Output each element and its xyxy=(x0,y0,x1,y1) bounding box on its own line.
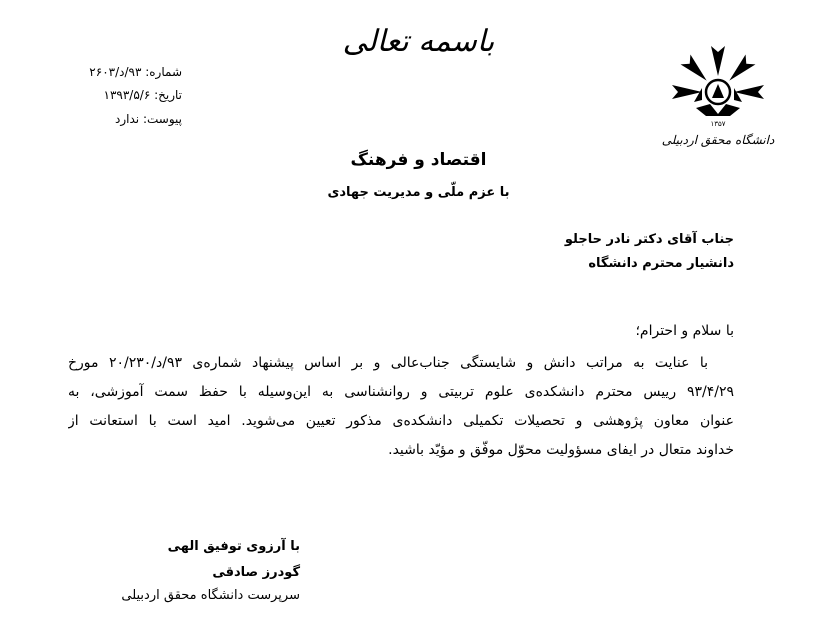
letter-date: تاریخ: ۱۳۹۳/۵/۶ xyxy=(103,88,182,102)
invocation-heading: باسمه تعالی xyxy=(342,24,495,59)
letter-attachment: پیوست: ندارد xyxy=(115,112,182,126)
letter-body-line: ۹۳/۴/۲۹ رییس محترم دانشکده‌ی علوم تربیتی و روانشناسی به این‌وسیله با حفظ سمت آموزشی، به xyxy=(68,384,734,400)
signatory-title: سرپرست دانشگاه محقق اردبیلی xyxy=(121,588,300,603)
letter-body-line: خداوند متعال در ایفای مسؤولیت محوّل موفّق و مؤیّد باشید. xyxy=(388,442,734,458)
signatory-name: گودرز صادقی xyxy=(212,565,300,580)
letter-body-line: عنوان معاون پژوهشی و تحصیلات تکمیلی دانشکده‌ی مذکور تعیین می‌شوید. امید است با استعانت از xyxy=(68,413,734,429)
university-logo xyxy=(658,40,778,155)
letter-body xyxy=(68,349,734,465)
university-emblem-icon xyxy=(658,40,778,155)
addressee-role: دانشیار محترم دانشگاه xyxy=(588,256,734,271)
letter-greeting: با سلام و احترام؛ xyxy=(635,323,734,339)
signature-closing: با آرزوی توفیق الهی xyxy=(167,539,300,554)
letter-number: شماره: ۹۳/د/۲۶۰۳ xyxy=(89,65,182,79)
logo-year: ۱۳۵۷ xyxy=(710,120,726,128)
logo-caption: دانشگاه محقق اردبیلی xyxy=(661,133,775,147)
addressee-name: جناب آقای دکتر نادر حاجلو xyxy=(564,232,734,247)
slogan-title: اقتصاد و فرهنگ xyxy=(350,150,487,170)
letter-body-line: با عنایت به مراتب دانش و شایستگی جناب‌عالی و بر اساس پیشنهاد شماره‌ی ۹۳/د/۲۰/۲۳۰ مورخ xyxy=(68,355,709,371)
slogan-subtitle: با عزم ملّی و مدیریت جهادی xyxy=(327,185,510,200)
